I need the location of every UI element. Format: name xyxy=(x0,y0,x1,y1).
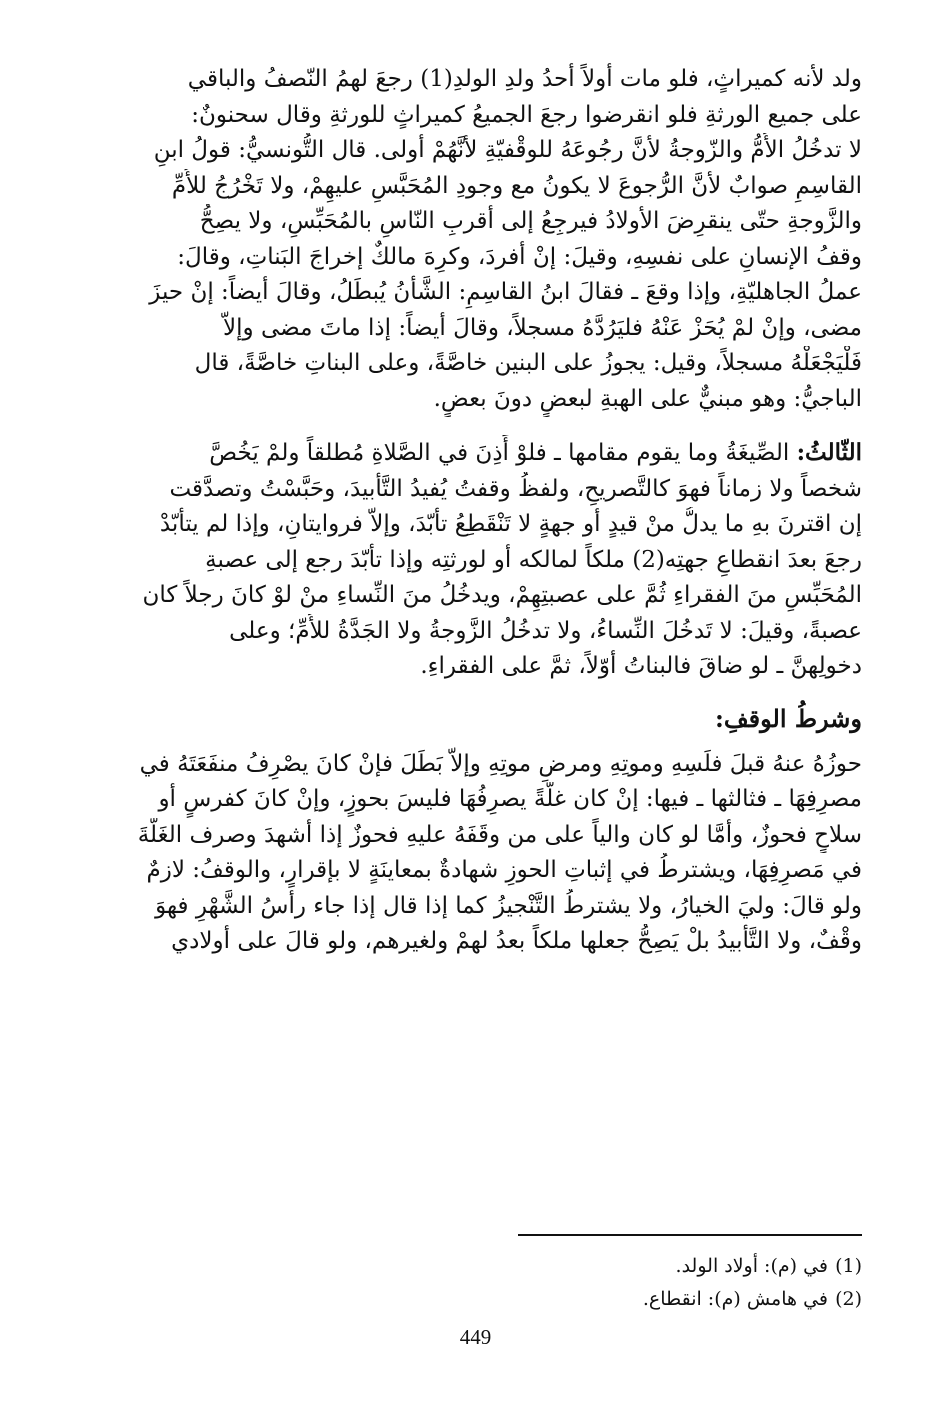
text-line: والزَّوجةِ حتّى ينقرِضَ الأولادُ فيرجِعُ إلى أقربِ النّاسِ بالمُحَبِّسِ، ولا يصِحُّ xyxy=(199,208,862,234)
text-line: عصبةً، وقيلَ: لا تَدخُلَ النِّساءُ، ولا تدخُلُ الزَّوجةُ ولا الجَدَّةُ للأُمِّ؛ وعلى xyxy=(229,617,862,644)
section-lead: الثّالثُ: xyxy=(796,439,862,466)
footnote-number: (1) xyxy=(835,1255,862,1277)
text-line xyxy=(100,435,862,472)
text-line: وقْفٌ، ولا التَّأْبيدُ بلْ يَصِحُّ جعلها ملكاً بعدُ لهمْ ولغيرهم، ولو قالَ على أولادي xyxy=(171,928,862,954)
footnote-text: في هامش (م): انقطاع. xyxy=(642,1288,828,1310)
footnote-text: في (م): أولاد الولد. xyxy=(675,1255,828,1277)
text-line: مصرِفِهَا ـ فثالثها ـ فيها: إنْ كان غلَّةً يصرِفُهَا فليسَ بحوزٍ، وإنْ كانَ كفرسٍ أو xyxy=(158,786,862,812)
paragraph-1 xyxy=(100,62,862,417)
text-line: المُحَبِّسِ منَ الفقراءِ ثُمَّ على عصبتِهِمْ، ويدخُلُ منَ النِّساءِ منْ لوْ كانَ رجلاً كان xyxy=(142,582,862,608)
text-span: الصِّيغَةُ وما يقوم مقامها ـ فلوْ أَذِنَ في الصَّلاةِ مُطلقاً ولمْ يَخُصَّ xyxy=(209,440,797,466)
text-line: وقفُ الإنسانِ على نفسِهِ، وقيلَ: إنْ أفردَ، وكرِهَ مالكٌ إخراجَ البَناتِ، وقالَ: xyxy=(177,243,862,270)
text-line: شخصاً ولا زماناً فهوَ كالتَّصريحِ، ولفظُ وقفتُ يُفيدُ التَّأبيدَ، وحَبَّسْتُ وتصدَّقت xyxy=(169,475,862,502)
page-body xyxy=(100,62,862,960)
text-line: حوزُهُ عنهُ قبلَ فلَسِهِ وموتِهِ ومرضِ موتِهِ وإلاّ بَطَلَ فإنْ كانَ يصْرِفُ منفَعَتَهُ في xyxy=(139,750,862,777)
text-line: سلاحٍ فحوزٌ، وأمَّا لو كان والياً على من وقَفَهُ عليهِ فحوزٌ إذا أشهدَ وصرف الغَلَّةَ xyxy=(137,821,862,848)
footnote xyxy=(100,1283,862,1316)
text-line: في مَصرِفِهَا، ويشترطُ في إثباتِ الحوزِ شهادةٌ بمعاينَةٍ لا بإقرارٍ، والوقفُ: لازمٌ xyxy=(146,857,862,883)
text-line: ولو قالَ: وليَ الخيارُ، ولا يشترطُ التَّنْجيزُ كما إذا قال إذا جاء رأسُ الشَّهْرِ فهوَ xyxy=(155,892,862,919)
text-line: القاسِمِ صوابٌ لأنَّ الرُّجوعَ لا يكونُ مع وجودِ المُحَبَّسِ عليهِمْ، ولا تَخْرُجُ للأُمِّ xyxy=(171,172,862,199)
text-line: لا تدخُلُ الأُمُّ والزّوجةُ لأنَّ رجُوعَهُ للوقْفيّةِ لأنَّهُمْ أولى. قال التُّونسيُّ: قولُ ابنِ xyxy=(153,137,862,163)
footnote xyxy=(100,1250,862,1283)
text-line: رجعَ بعدَ انقطاعِ جهتِه(2) ملكاً لمالكه أو لورثتِه وإذا تأبّدَ رجع إلى عصبةِ xyxy=(205,546,862,573)
text-line: فَلْيَجْعَلْهُ مسجلاً، وقيل: يجوزُ على البنين خاصَّةً، وعلى البناتِ خاصَّةً، قال xyxy=(194,350,862,376)
text-line: على جميع الورثةِ فلو انقرضوا رجعَ الجميعُ كميراثٍ للورثةِ وقال سحنونٌ: xyxy=(191,101,862,128)
footnote-number: (2) xyxy=(835,1288,862,1310)
paragraph-3 xyxy=(100,747,862,960)
text-line: مضى، وإنْ لمْ يُحَزْ عَنْهُ فليَرُدَّهُ مسجلاً، وقالَ أيضاً: إذا ماتَ مضى وإلاّ xyxy=(223,314,862,341)
text-line: ولد لأنه كميراثٍ، فلو مات أولاً أحدُ ولدِ الولدِ(1) رجعَ لهمُ النّصفُ والباقي xyxy=(187,66,862,92)
text-line: الباجيُّ: وهو مبنيٌّ على الهبةِ لبعضٍ دونَ بعضٍ. xyxy=(433,385,862,412)
footnotes xyxy=(100,1250,862,1316)
page-number: 449 xyxy=(459,1325,492,1349)
text-line: عملُ الجاهليّةِ، وإذا وقعَ ـ فقالَ ابنُ القاسِمِ: الشَّأنُ يُبطَلُ، وقالَ أيضاً: إنْ حيزَ xyxy=(149,279,862,305)
paragraph-2 xyxy=(100,435,862,685)
text-line: دخولِهنَّ ـ لو ضاقَ فالبناتُ أوّلاً، ثمَّ على الفقراءِ. xyxy=(420,653,862,679)
section-heading: وشرطُ الوقفِ: xyxy=(714,703,862,733)
footnote-divider xyxy=(518,1234,862,1236)
text-line: إن اقترنَ بهِ ما يدلُّ منْ قيدٍ أو جهةٍ لا تَنْقَطِعُ تأبّدَ، وإلاّ فروايتانِ، وإذا لم يتأبّدْ xyxy=(159,511,862,537)
